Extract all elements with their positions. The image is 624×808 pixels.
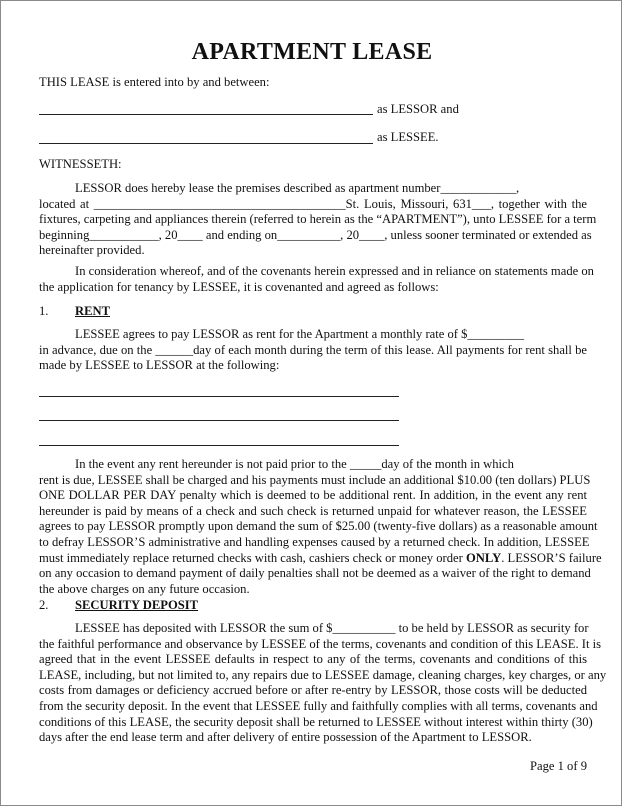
paragraph-line: the application for tenancy by LESSEE, it is covenanted and agreed as follows: (39, 279, 439, 294)
payment-address-blank (39, 420, 399, 421)
payment-address-blank (39, 396, 399, 397)
late-payment-paragraph (39, 457, 602, 597)
paragraph-line: LESSEE agrees to pay LESSOR as rent for the Apartment a monthly rate of $_________ (75, 327, 525, 341)
page-number: Page 1 of 9 (529, 759, 587, 773)
lessee-label: as LESSEE. (377, 130, 439, 144)
paragraph-line: conditions of this LEASE, the security deposit shall be returned to LESSEE without interest within thirty (30) (39, 714, 593, 729)
paragraph-line: the above charges on any future occasion. (39, 581, 250, 596)
paragraph-line: made by LESSEE to LESSOR at the following: (39, 358, 280, 373)
section-2-heading: SECURITY DEPOSIT (75, 598, 199, 612)
paragraph-line: to defray LESSOR’S administrative and handling expenses caused by a returned check. In addition, LESSEE (39, 534, 590, 549)
lessor-name-blank (39, 114, 373, 115)
paragraph-line: on any occasion to demand payment of daily penalties shall not be deemed as a waiver of the right to demand (39, 566, 591, 581)
section-1-heading: RENT (75, 304, 110, 318)
paragraph-line: hereinafter provided. (39, 243, 145, 258)
paragraph-line: costs from damages or deficiency accrued before or after re-entry by LESSOR, those costs will be deducted (39, 683, 587, 698)
rent-paragraph (39, 327, 587, 374)
witnesseth-label: WITNESSETH: (39, 157, 122, 171)
paragraph-line: located at ________________________________________St. Louis, Missouri, 631___, together with the (39, 196, 587, 211)
paragraph-line: from the security deposit. In the event that LESSEE fully and faithfully complies with all terms, covenants and (39, 698, 598, 713)
paragraph-line: the faithful performance and observance by LESSEE of the terms, covenants and condition of this LEASE. It is (39, 636, 602, 651)
section-1-number: 1. (39, 304, 49, 318)
paragraph-line (39, 550, 602, 567)
consideration-paragraph (39, 264, 594, 295)
paragraph-line: LESSEE has deposited with LESSOR the sum of $__________ to be held by LESSOR as security for (75, 621, 589, 635)
paragraph-line: In consideration whereof, and of the covenants herein expressed and in reliance on statements made on (75, 264, 594, 278)
paragraph-line: rent is due, LESSEE shall be charged and his payments must include an additional $10.00 (ten dollars) PLUS (39, 472, 591, 487)
paragraph-line: In the event any rent hereunder is not paid prior to the _____day of the month in which (75, 457, 514, 471)
paragraph-line: agrees to pay LESSOR promptly upon demand the sum of $25.00 (twenty-five dollars) as a reasonable amount (39, 519, 598, 534)
only-emphasis: ONLY (465, 550, 502, 565)
paragraph-line: fixtures, carpeting and appliances therein (referred to herein as the “APARTMENT”), unto LESSEE for a term (39, 212, 597, 227)
payment-address-blank (39, 445, 399, 446)
paragraph-line: hereunder is paid by means of a check and such check is returned unpaid for whatever reason, the LESSEE (39, 503, 587, 518)
line-text: must immediately replace returned checks with cash, cashiers check or money order (39, 550, 466, 565)
paragraph-line: in advance, due on the ______day of each month during the term of this lease. All payments for rent shall be (39, 342, 587, 357)
paragraph-line: LESSOR does hereby lease the premises described as apartment number____________, (75, 181, 520, 195)
document-title: APARTMENT LEASE (191, 39, 433, 65)
intro-text: THIS LEASE is entered into by and between: (39, 75, 270, 89)
premises-paragraph (39, 181, 597, 259)
section-2-number: 2. (39, 598, 49, 612)
lessor-label: as LESSOR and (377, 102, 459, 116)
paragraph-line: agreed that in the event LESSEE defaults in respect to any of the terms, covenants and conditions of this (39, 652, 587, 667)
paragraph-line: ONE DOLLAR PER DAY penalty which is deemed to be additional rent. In addition, in the event any rent (39, 488, 587, 503)
security-deposit-paragraph (39, 621, 607, 746)
paragraph-line: LEASE, including, but not limited to, any repairs due to LESSEE damage, cleaning charges, key charges, or any (39, 667, 607, 682)
paragraph-line: beginning___________, 20____ and ending on__________, 20____, unless sooner terminated or extended as (39, 227, 592, 242)
line-text: . LESSOR’S failure (501, 550, 602, 565)
lessee-name-blank (39, 143, 373, 144)
paragraph-line: days after the end lease term and after delivery of entire possession of the Apartment to LESSOR. (39, 730, 532, 745)
